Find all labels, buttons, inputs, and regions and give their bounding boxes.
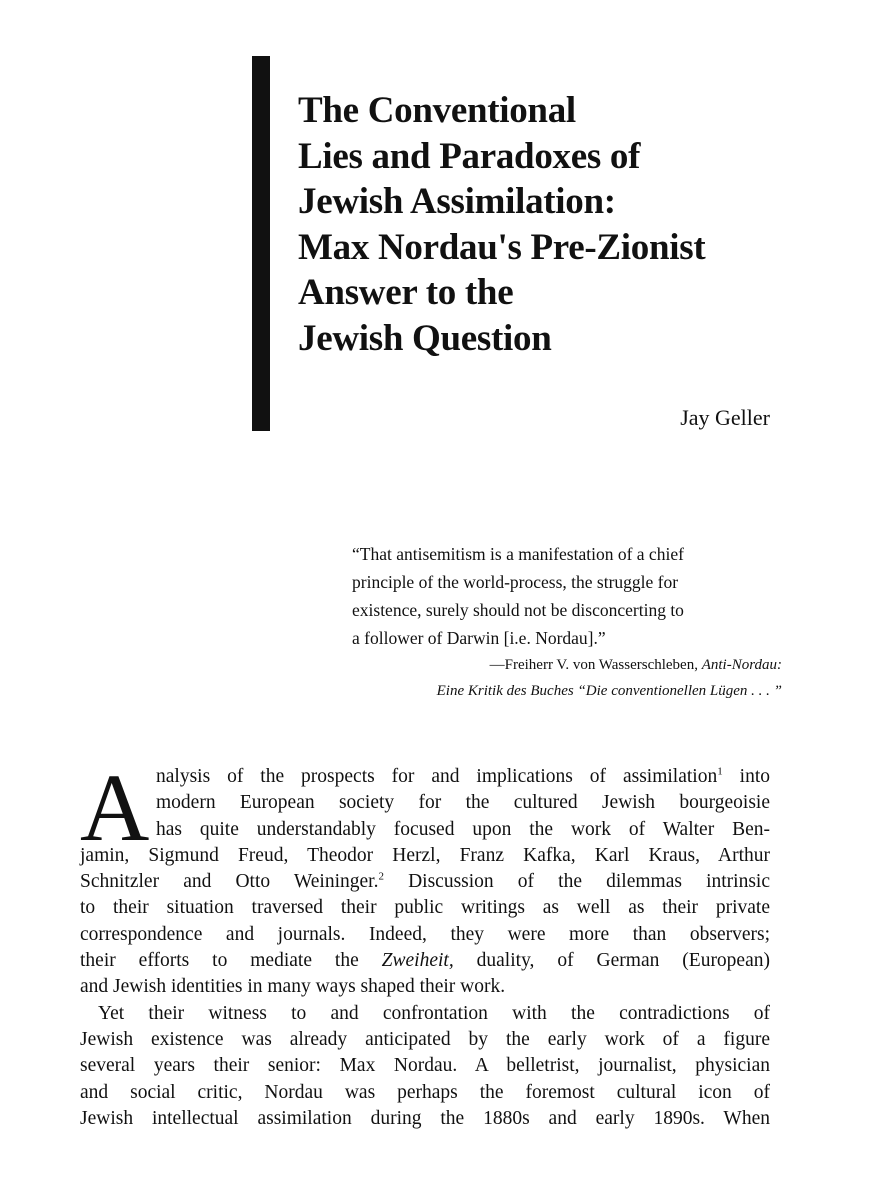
body-line: and social critic, Nordau was perhaps the foremost cultural icon of xyxy=(80,1081,770,1103)
title-line: Answer to the xyxy=(298,272,514,313)
epigraph xyxy=(352,540,782,704)
epigraph-attribution-work-cont: Eine Kritik des Buches “Die conventionellen Lügen . . . ” xyxy=(436,683,782,699)
title-line: The Conventional xyxy=(298,90,576,131)
article-title xyxy=(298,88,858,361)
epigraph-attribution-author: —Freiherr V. von Wasserschleben, xyxy=(489,657,702,673)
body-text-run: nalysis of the prospects for and implications of assimilation xyxy=(156,766,718,787)
body-line: correspondence and journals. Indeed, they were more than observers; xyxy=(80,923,770,945)
epigraph-attribution xyxy=(352,652,782,678)
body-text-run: Schnitzler and Otto Weininger. xyxy=(80,871,379,893)
body-line: Jewish intellectual assimilation during the 1880s and early 1890s. When xyxy=(80,1107,770,1129)
title-line: Jewish Question xyxy=(298,317,552,359)
body-line: several years their senior: Max Nordau. A belletrist, journalist, physician xyxy=(80,1055,770,1077)
body-text-run: into xyxy=(722,766,770,787)
epigraph-line: a follower of Darwin [i.e. Nordau].” xyxy=(352,628,606,648)
footnote-ref[interactable]: 1 xyxy=(717,765,723,778)
body-line: and Jewish identities in many ways shaped their work. xyxy=(80,976,506,998)
body-text-italic: Zweiheit, xyxy=(381,950,454,972)
body-line: Jewish existence was already anticipated by the early work of a figure xyxy=(80,1028,770,1050)
body-line: has quite understandably focused upon the work of Walter Ben- xyxy=(156,818,770,840)
body-text-run: Discussion of the dilemmas intrinsic xyxy=(383,871,770,893)
title-line: Lies and Paradoxes of xyxy=(298,135,641,177)
body-line xyxy=(80,948,770,974)
title-vertical-rule xyxy=(252,56,270,431)
body-text-run: their efforts to mediate the xyxy=(80,950,382,972)
article-body xyxy=(80,754,770,1132)
drop-cap: A xyxy=(80,754,150,861)
title-line: Jewish Assimilation: xyxy=(298,181,616,222)
body-line: to their situation traversed their public writings as well as their private xyxy=(80,897,770,919)
epigraph-attribution-work: Anti-Nordau: xyxy=(701,657,782,673)
epigraph-line: existence, surely should not be disconcerting to xyxy=(352,600,684,620)
epigraph-line: “That antisemitism is a manifestation of a chief xyxy=(352,544,684,564)
body-line: Yet their witness to and confrontation with the contradictions of xyxy=(98,1002,770,1024)
body-line xyxy=(80,764,770,790)
body-text-run: duality, of German (European) xyxy=(453,950,770,972)
footnote-ref[interactable]: 2 xyxy=(378,870,384,883)
body-line: modern European society for the cultured Jewish bourgeoisie xyxy=(156,792,770,814)
author-name: Jay Geller xyxy=(680,405,770,430)
epigraph-line: principle of the world-process, the struggle for xyxy=(352,572,679,592)
body-line: jamin, Sigmund Freud, Theodor Herzl, Franz Kafka, Karl Kraus, Arthur xyxy=(80,844,770,866)
body-line xyxy=(80,869,770,895)
title-line: Max Nordau's Pre-Zionist xyxy=(298,226,706,268)
